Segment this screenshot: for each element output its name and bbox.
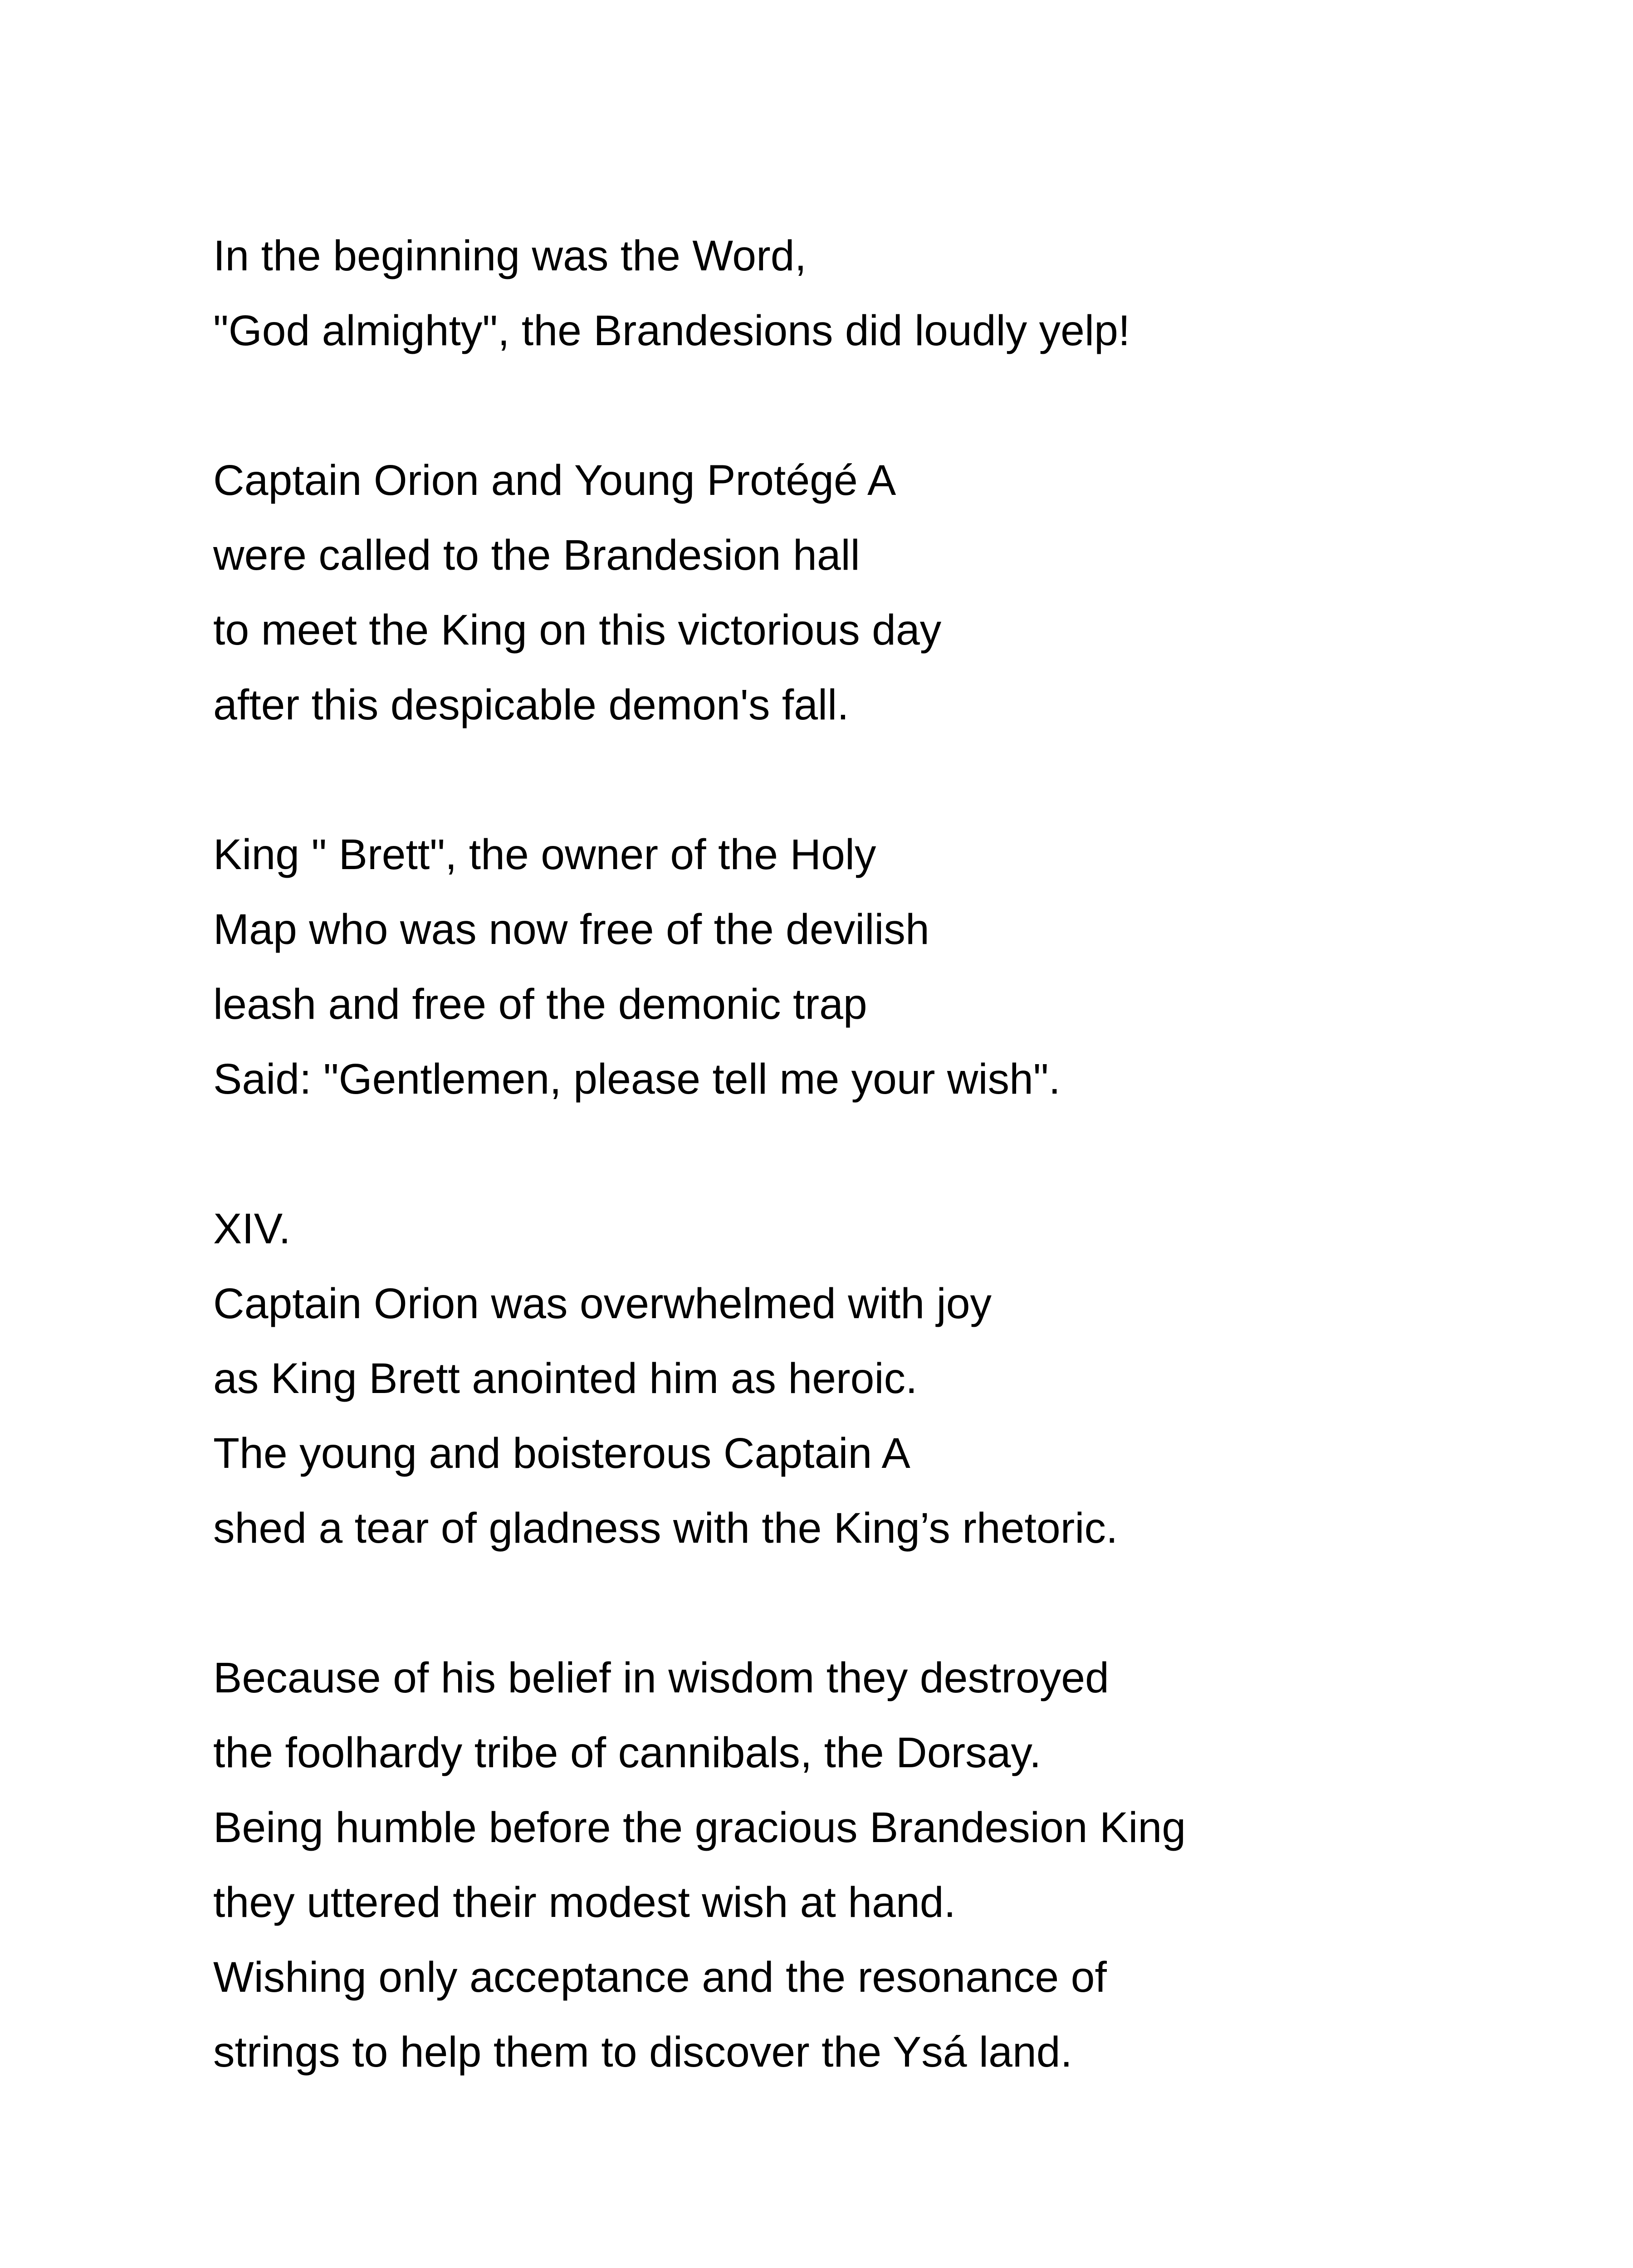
poem-line: In the beginning was the Word, (213, 232, 807, 280)
poem-line: King " Brett", the owner of the Holy (213, 831, 876, 879)
poem-line: Because of his belief in wisdom they destroyed (213, 1654, 1109, 1702)
stanza (213, 443, 1529, 743)
poem-line: Said: "Gentlemen, please tell me your wish". (213, 1055, 1061, 1103)
poem-line: to meet the King on this victorious day (213, 606, 942, 654)
poem-line: were called to the Brandesion hall (213, 531, 860, 579)
poem-line: Being humble before the gracious Brandesion King (213, 1804, 1186, 1852)
poem-line: Wishing only acceptance and the resonance of (213, 1953, 1107, 2001)
poem-line: Map who was now free of the devilish (213, 905, 929, 953)
stanza (213, 219, 1529, 368)
poem-line: leash and free of the demonic trap (213, 980, 867, 1028)
stanza-break (213, 368, 1529, 443)
poem-line: "God almighty", the Brandesions did loudly yelp! (213, 307, 1130, 355)
poem-line: they uttered their modest wish at hand. (213, 1878, 956, 1926)
poem-line: strings to help them to discover the Ysá land. (213, 2028, 1073, 2076)
section-number: XIV. (213, 1205, 291, 1253)
stanza-break (213, 1566, 1529, 1641)
poem-line: Captain Orion and Young Protégé A (213, 456, 896, 504)
stanza-break (213, 743, 1529, 817)
poem-line: after this despicable demon's fall. (213, 681, 849, 729)
poem-line: The young and boisterous Captain A (213, 1429, 910, 1477)
stanza (213, 1192, 1529, 1566)
poem-line: as King Brett anointed him as heroic. (213, 1354, 918, 1403)
stanza (213, 1641, 1529, 2090)
stanza-break (213, 1117, 1529, 1192)
poem-text (213, 219, 1529, 2090)
poem-line: shed a tear of gladness with the King’s rhetoric. (213, 1504, 1118, 1552)
poem-line: the foolhardy tribe of cannibals, the Dorsay. (213, 1729, 1041, 1777)
poem-line: Captain Orion was overwhelmed with joy (213, 1280, 992, 1328)
stanza (213, 817, 1529, 1117)
